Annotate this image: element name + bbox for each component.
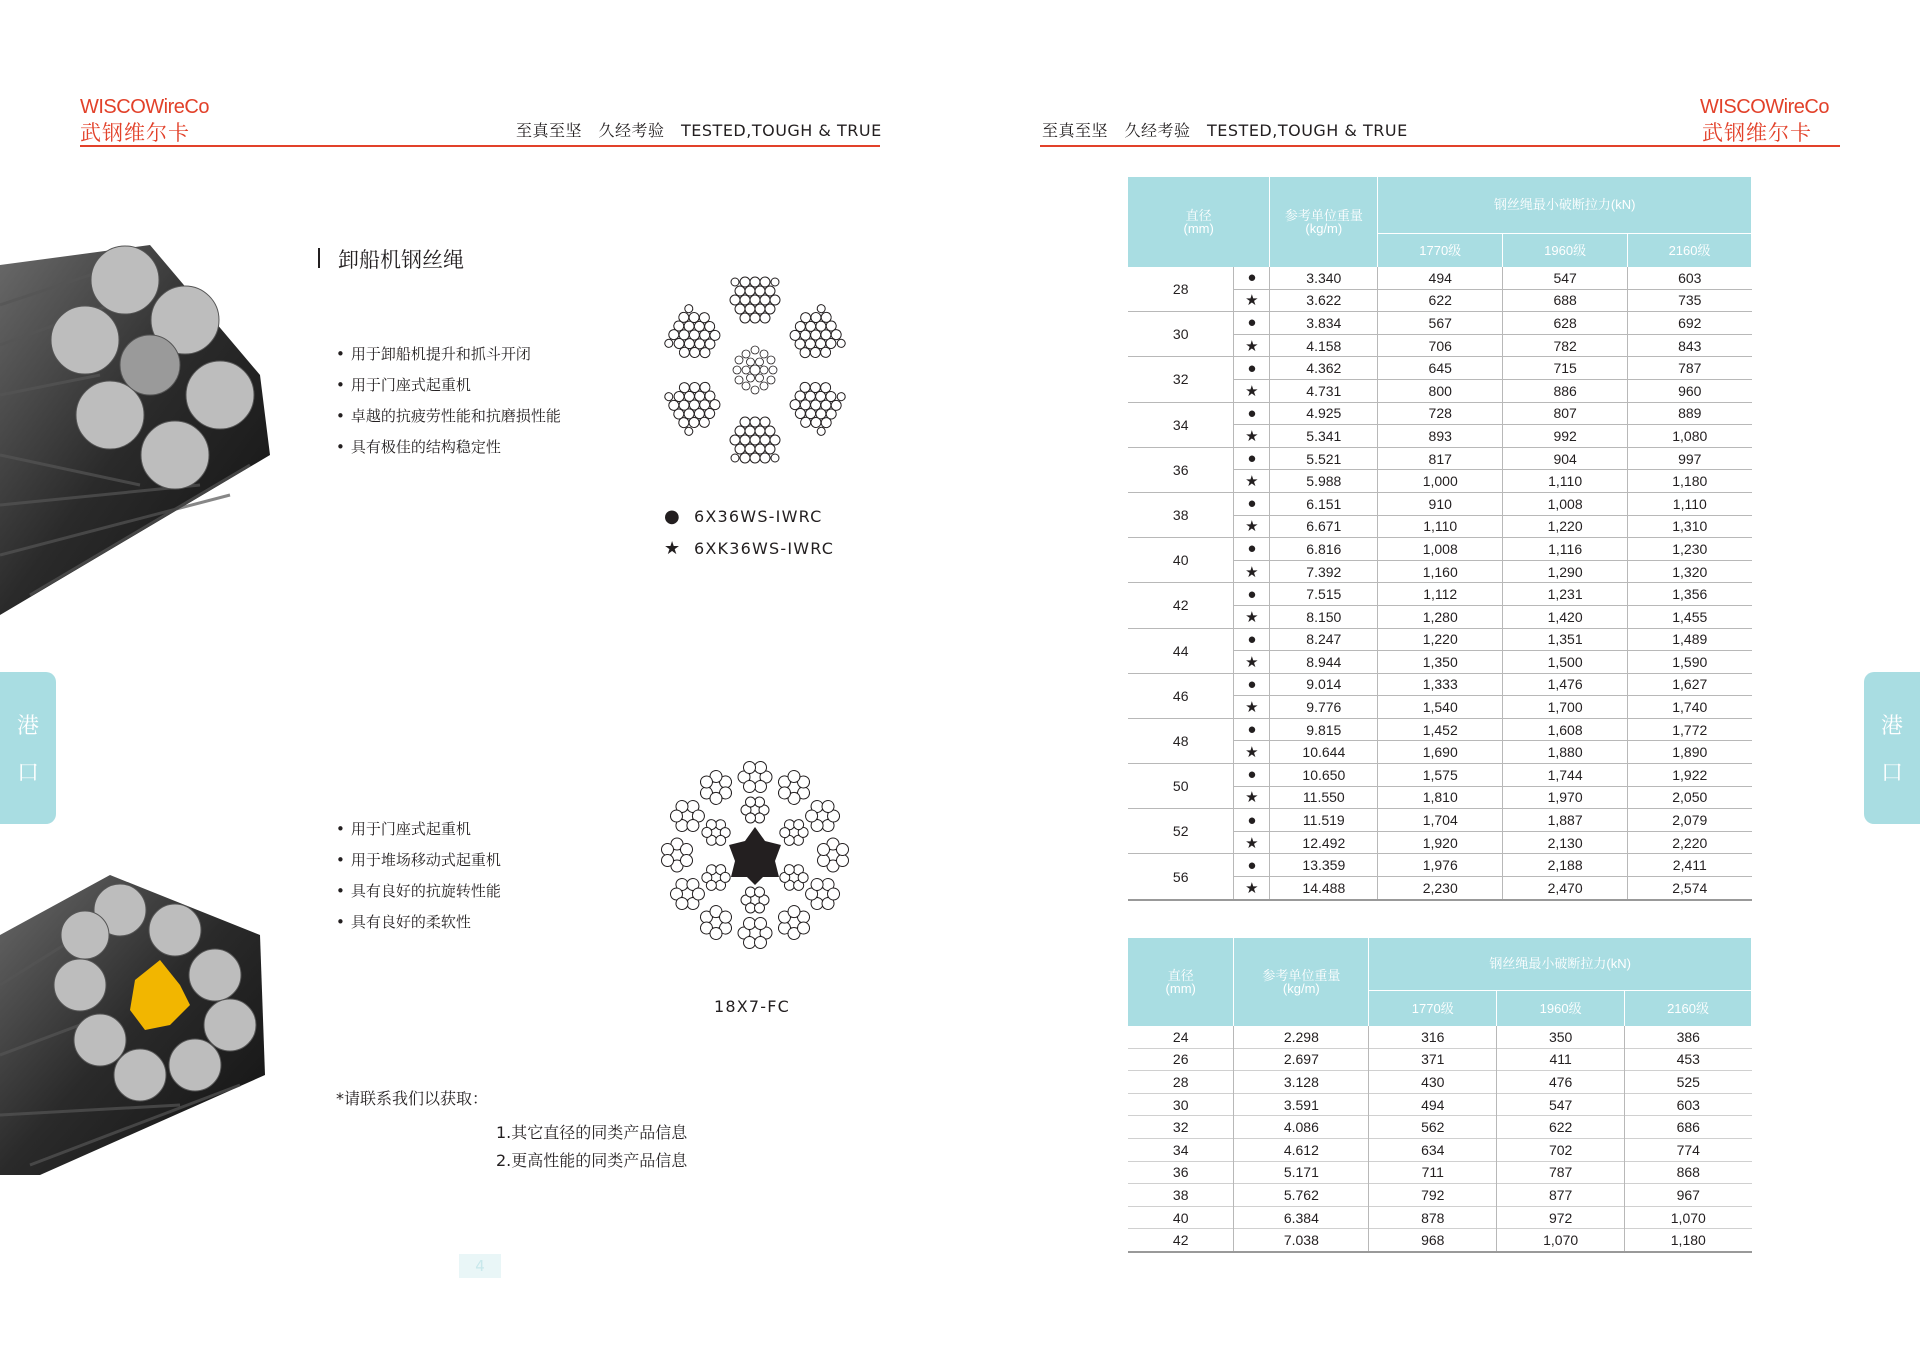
- contact-note-item: 1.其它直径的同类产品信息: [496, 1123, 688, 1142]
- cell-grade-2160: 603: [1676, 1096, 1700, 1113]
- cell-grade-2160: 868: [1676, 1164, 1700, 1181]
- cell-symbol: ●: [1234, 538, 1270, 561]
- table-row: [1128, 447, 1752, 470]
- header-diameter: 直径 (mm): [1128, 938, 1234, 1026]
- cell-grade-1960: 476: [1497, 1071, 1625, 1094]
- cell-symbol: ★: [1234, 289, 1270, 312]
- cell-weight: 9.014: [1270, 673, 1378, 696]
- cell-symbol: ●: [1234, 764, 1270, 787]
- legend-label: 6XK36WS-IWRC: [694, 538, 835, 558]
- cell-grade-1770: 622: [1378, 289, 1503, 312]
- cell-symbol: ★: [1234, 741, 1270, 764]
- side-tab-port[interactable]: [0, 672, 56, 824]
- cell-weight: 4.612: [1234, 1138, 1369, 1161]
- section-title: 卸船机钢丝绳: [338, 248, 464, 272]
- cell-grade-1770: 1,920: [1378, 831, 1503, 854]
- table-row: [1128, 718, 1752, 741]
- brand-logo-en: WISCOWireCo: [80, 96, 209, 118]
- cell-diameter: 46: [1128, 673, 1234, 718]
- rope-spec-table-2: [1128, 938, 1752, 1253]
- cell-grade-1770: 430: [1369, 1071, 1497, 1094]
- feature-item: • 用于门座式起重机: [336, 814, 501, 845]
- table-row: [1128, 1071, 1752, 1094]
- cell-grade-1960: 1,351: [1503, 628, 1628, 651]
- cell-grade-1960: 972: [1497, 1206, 1625, 1229]
- cell-grade-1960: 350: [1497, 1026, 1625, 1048]
- cell-grade-1770: 1,160: [1378, 560, 1503, 583]
- star-icon: ★: [664, 537, 682, 559]
- cell-diameter: 44: [1128, 628, 1234, 673]
- cell-grade-1770: 706: [1378, 334, 1503, 357]
- cell-grade-1770: 1,452: [1378, 718, 1503, 741]
- cell-grade-2160: 686: [1676, 1119, 1700, 1136]
- table-row: [1128, 583, 1752, 606]
- cell-grade-1770: 371: [1369, 1048, 1497, 1071]
- header-diameter: 直径 (mm): [1128, 177, 1270, 267]
- rope-spec-table-1: [1128, 177, 1752, 901]
- cell-diameter: 42: [1128, 1229, 1234, 1252]
- legend-label: 6X36WS-IWRC: [694, 506, 823, 526]
- cell-symbol: ★: [1234, 470, 1270, 493]
- side-tab-label: 口: [1880, 761, 1903, 786]
- cell-grade-2160: 2,220: [1672, 834, 1708, 851]
- cell-weight: 6.816: [1270, 538, 1378, 561]
- cell-symbol: ★: [1234, 379, 1270, 402]
- section-title-bar: [318, 248, 320, 268]
- cell-grade-1770: 567: [1378, 312, 1503, 335]
- cell-grade-2160: 1,489: [1672, 631, 1708, 648]
- header-slogan: 至真至坚 久经考验 TESTED,TOUGH & TRUE: [516, 121, 882, 140]
- table-row: [1128, 357, 1752, 380]
- cell-diameter: 32: [1128, 1116, 1234, 1139]
- table-row: [1128, 628, 1752, 651]
- cross-section-18x7: [655, 755, 855, 955]
- cell-grade-1770: 878: [1369, 1206, 1497, 1229]
- cell-weight: 3.591: [1234, 1093, 1369, 1116]
- cell-diameter: 38: [1128, 1184, 1234, 1207]
- table-row: [1128, 492, 1752, 515]
- cell-weight: 5.341: [1270, 425, 1378, 448]
- table-row: [1128, 312, 1752, 335]
- legend-item: [664, 500, 834, 532]
- cell-grade-2160: 889: [1678, 405, 1702, 422]
- cell-symbol: ●: [1234, 312, 1270, 335]
- cell-grade-2160: 1,356: [1672, 586, 1708, 603]
- cell-grade-1960: 2,188: [1503, 854, 1628, 877]
- cell-diameter: 34: [1128, 1138, 1234, 1161]
- cell-weight: 7.038: [1234, 1229, 1369, 1252]
- cell-grade-1960: 1,500: [1503, 651, 1628, 674]
- cell-grade-1770: 1,976: [1378, 854, 1503, 877]
- table-row: [1128, 267, 1752, 289]
- cell-grade-2160: 1,080: [1672, 427, 1708, 444]
- rope-photo-6x36: [0, 225, 270, 615]
- cell-diameter: 52: [1128, 809, 1234, 854]
- cell-symbol: ●: [1234, 583, 1270, 606]
- cell-weight: 3.622: [1270, 289, 1378, 312]
- cell-grade-2160: 453: [1676, 1051, 1700, 1068]
- cell-grade-1960: 807: [1503, 402, 1628, 425]
- cell-grade-1960: 904: [1503, 447, 1628, 470]
- rope2-feature-list: [336, 814, 501, 938]
- cell-diameter: 56: [1128, 854, 1234, 900]
- table-row: [1128, 809, 1752, 832]
- cell-grade-1960: 2,130: [1503, 831, 1628, 854]
- header-divider: [80, 145, 880, 147]
- cell-diameter: 48: [1128, 718, 1234, 763]
- rope1-feature-list: [336, 339, 561, 463]
- cell-grade-2160: 1,230: [1672, 540, 1708, 557]
- cell-weight: 4.086: [1234, 1116, 1369, 1139]
- cell-diameter: 24: [1128, 1026, 1234, 1048]
- cell-weight: 4.362: [1270, 357, 1378, 380]
- table-row: [1128, 1048, 1752, 1071]
- table-row: [1128, 764, 1752, 787]
- cell-grade-1960: 886: [1503, 379, 1628, 402]
- cell-grade-1770: 800: [1378, 379, 1503, 402]
- cell-grade-1960: 1,700: [1503, 696, 1628, 719]
- cell-grade-2160: 525: [1676, 1073, 1700, 1090]
- cell-grade-1770: 711: [1369, 1161, 1497, 1184]
- cell-grade-1770: 645: [1378, 357, 1503, 380]
- cell-diameter: 28: [1128, 267, 1234, 312]
- cell-symbol: ★: [1234, 605, 1270, 628]
- cell-diameter: 40: [1128, 1206, 1234, 1229]
- cell-grade-2160: 1,180: [1670, 1232, 1706, 1249]
- cell-grade-1770: 1,810: [1378, 786, 1503, 809]
- feature-item: • 用于门座式起重机: [336, 370, 561, 401]
- table-row: [1128, 402, 1752, 425]
- rope-spec-table-2-body: [1128, 1026, 1752, 1252]
- cell-grade-1960: 1,231: [1503, 583, 1628, 606]
- cell-grade-2160: 2,079: [1672, 812, 1708, 829]
- cell-grade-1960: 1,116: [1503, 538, 1628, 561]
- cell-grade-1770: 1,110: [1378, 515, 1503, 538]
- cell-weight: 12.492: [1270, 831, 1378, 854]
- cell-symbol: ●: [1234, 673, 1270, 696]
- cell-grade-1770: 1,112: [1378, 583, 1503, 606]
- cell-symbol: ★: [1234, 696, 1270, 719]
- cell-weight: 9.776: [1270, 696, 1378, 719]
- table-row: [1128, 538, 1752, 561]
- feature-item: • 用于卸船机提升和抓斗开闭: [336, 339, 561, 370]
- cell-grade-1770: 728: [1378, 402, 1503, 425]
- table-row: [1128, 1093, 1752, 1116]
- cell-grade-2160: 1,740: [1672, 699, 1708, 716]
- cell-weight: 4.158: [1270, 334, 1378, 357]
- header-grade-1960: 1960级: [1503, 233, 1628, 267]
- cell-symbol: ●: [1234, 718, 1270, 741]
- cell-weight: 2.298: [1234, 1026, 1369, 1048]
- rope2-caption: 18X7-FC: [714, 997, 791, 1016]
- cell-diameter: 32: [1128, 357, 1234, 402]
- cell-grade-1960: 2,470: [1503, 877, 1628, 900]
- cell-weight: 6.151: [1270, 492, 1378, 515]
- cell-grade-1960: 715: [1503, 357, 1628, 380]
- cell-weight: 3.128: [1234, 1071, 1369, 1094]
- cell-grade-1960: 628: [1503, 312, 1628, 335]
- cell-weight: 8.150: [1270, 605, 1378, 628]
- table-row: [1128, 1116, 1752, 1139]
- cell-diameter: 28: [1128, 1071, 1234, 1094]
- cell-weight: 5.762: [1234, 1184, 1369, 1207]
- rope-type-legend: [664, 500, 834, 564]
- cell-grade-1770: 893: [1378, 425, 1503, 448]
- cell-grade-2160: 735: [1678, 292, 1702, 309]
- circle-icon: ●: [664, 505, 681, 527]
- cell-weight: 3.834: [1270, 312, 1378, 335]
- cell-grade-1960: 1,887: [1503, 809, 1628, 832]
- cell-diameter: 36: [1128, 1161, 1234, 1184]
- cell-weight: 7.515: [1270, 583, 1378, 606]
- cell-symbol: ★: [1234, 831, 1270, 854]
- cell-grade-1960: 547: [1503, 267, 1628, 289]
- cell-grade-2160: 1,590: [1672, 653, 1708, 670]
- brand-logo-cn-right: 武钢维尔卡: [1702, 121, 1812, 145]
- cell-weight: 7.392: [1270, 560, 1378, 583]
- feature-item: • 卓越的抗疲劳性能和抗磨损性能: [336, 401, 561, 432]
- cell-grade-1770: 634: [1369, 1138, 1497, 1161]
- header-slogan-right: 至真至坚 久经考验 TESTED,TOUGH & TRUE: [1042, 121, 1408, 140]
- cell-grade-1960: 992: [1503, 425, 1628, 448]
- cell-grade-2160: 603: [1678, 269, 1702, 286]
- cell-symbol: ●: [1234, 492, 1270, 515]
- cell-weight: 2.697: [1234, 1048, 1369, 1071]
- side-tab-label: 口: [16, 761, 39, 786]
- cell-grade-2160: 787: [1678, 360, 1702, 377]
- rope-photo-18x7: [0, 875, 270, 1175]
- rope-spec-table-1-body: [1128, 267, 1752, 900]
- cell-grade-1770: 1,333: [1378, 673, 1503, 696]
- cell-symbol: ●: [1234, 628, 1270, 651]
- cell-grade-1770: 817: [1378, 447, 1503, 470]
- cell-diameter: 36: [1128, 447, 1234, 492]
- cell-grade-1770: 494: [1369, 1093, 1497, 1116]
- cell-grade-1960: 411: [1497, 1048, 1625, 1071]
- header-strength: 钢丝绳最小破断拉力(kN): [1378, 177, 1752, 233]
- brand-logo-cn: 武钢维尔卡: [80, 121, 190, 145]
- header-grade-2160: 2160级: [1628, 233, 1752, 267]
- cell-weight: 14.488: [1270, 877, 1378, 900]
- cell-weight: 5.988: [1270, 470, 1378, 493]
- cell-symbol: ●: [1234, 267, 1270, 289]
- cell-grade-1770: 1,704: [1378, 809, 1503, 832]
- cell-grade-2160: 1,627: [1672, 676, 1708, 693]
- cell-weight: 6.384: [1234, 1206, 1369, 1229]
- cell-grade-2160: 1,110: [1672, 495, 1707, 512]
- cell-symbol: ★: [1234, 425, 1270, 448]
- cell-grade-2160: 997: [1678, 450, 1702, 467]
- side-tab-label: 港: [1880, 714, 1903, 739]
- cell-grade-2160: 1,922: [1672, 766, 1708, 783]
- cell-diameter: 34: [1128, 402, 1234, 447]
- cell-grade-1960: 1,110: [1503, 470, 1628, 493]
- contact-note-item: 2.更高性能的同类产品信息: [496, 1151, 688, 1170]
- cell-grade-1770: 1,008: [1378, 538, 1503, 561]
- header-strength: 钢丝绳最小破断拉力(kN): [1369, 938, 1752, 990]
- table-row: [1128, 1184, 1752, 1207]
- side-tab-label: 港: [16, 714, 39, 739]
- cell-weight: 8.247: [1270, 628, 1378, 651]
- cell-weight: 10.650: [1270, 764, 1378, 787]
- cell-grade-1960: 1,070: [1497, 1229, 1625, 1252]
- header-weight: 参考单位重量 (kg/m): [1270, 177, 1378, 267]
- cell-grade-1960: 1,608: [1503, 718, 1628, 741]
- table-row: [1128, 1206, 1752, 1229]
- header-grade-1770: 1770级: [1378, 233, 1503, 267]
- cell-symbol: ●: [1234, 402, 1270, 425]
- cell-diameter: 38: [1128, 492, 1234, 537]
- cell-grade-2160: 1,455: [1672, 608, 1708, 625]
- cell-grade-2160: 2,411: [1672, 857, 1707, 874]
- cell-grade-1960: 1,420: [1503, 605, 1628, 628]
- cell-grade-1960: 1,476: [1503, 673, 1628, 696]
- cell-grade-1960: 702: [1497, 1138, 1625, 1161]
- cell-grade-1770: 792: [1369, 1184, 1497, 1207]
- cell-grade-2160: 774: [1676, 1141, 1700, 1158]
- cell-grade-2160: 1,310: [1672, 518, 1708, 535]
- cell-symbol: ★: [1234, 334, 1270, 357]
- cell-diameter: 30: [1128, 312, 1234, 357]
- table-row: [1128, 673, 1752, 696]
- cell-grade-2160: 843: [1678, 337, 1702, 354]
- header-divider-right: [1040, 145, 1840, 147]
- cell-grade-1960: 1,744: [1503, 764, 1628, 787]
- feature-item: • 具有良好的柔软性: [336, 907, 501, 938]
- cell-grade-2160: 1,070: [1670, 1209, 1706, 1226]
- cell-weight: 4.731: [1270, 379, 1378, 402]
- cell-grade-1770: 1,575: [1378, 764, 1503, 787]
- cell-grade-1960: 787: [1497, 1161, 1625, 1184]
- cell-weight: 11.519: [1270, 809, 1378, 832]
- cell-diameter: 40: [1128, 538, 1234, 583]
- cell-grade-1960: 782: [1503, 334, 1628, 357]
- cell-weight: 6.671: [1270, 515, 1378, 538]
- cell-grade-1960: 1,220: [1503, 515, 1628, 538]
- cell-grade-2160: 1,890: [1672, 744, 1708, 761]
- feature-item: • 具有极佳的结构稳定性: [336, 432, 561, 463]
- cell-weight: 3.340: [1270, 267, 1378, 289]
- cell-weight: 13.359: [1270, 854, 1378, 877]
- cell-symbol: ●: [1234, 809, 1270, 832]
- table-row: [1128, 1229, 1752, 1252]
- cell-diameter: 30: [1128, 1093, 1234, 1116]
- page-number: 4: [459, 1254, 501, 1278]
- cell-grade-1960: 688: [1503, 289, 1628, 312]
- cell-grade-1770: 910: [1378, 492, 1503, 515]
- cell-weight: 5.521: [1270, 447, 1378, 470]
- legend-item: [664, 532, 834, 564]
- cell-symbol: ●: [1234, 357, 1270, 380]
- cell-grade-1770: 1,220: [1378, 628, 1503, 651]
- cell-grade-1770: 2,230: [1378, 877, 1503, 900]
- cell-symbol: ●: [1234, 447, 1270, 470]
- cell-diameter: 50: [1128, 764, 1234, 809]
- cell-grade-1960: 1,290: [1503, 560, 1628, 583]
- cell-grade-1960: 1,008: [1503, 492, 1628, 515]
- cell-grade-2160: 2,574: [1672, 879, 1708, 896]
- cell-grade-1770: 1,350: [1378, 651, 1503, 674]
- cell-grade-1960: 877: [1497, 1184, 1625, 1207]
- brand-logo-en-right: WISCOWireCo: [1700, 96, 1829, 118]
- cell-weight: 11.550: [1270, 786, 1378, 809]
- cell-symbol: ★: [1234, 786, 1270, 809]
- cell-grade-2160: 967: [1676, 1186, 1700, 1203]
- cell-grade-2160: 2,050: [1672, 789, 1708, 806]
- cell-symbol: ★: [1234, 560, 1270, 583]
- cell-diameter: 26: [1128, 1048, 1234, 1071]
- cell-grade-2160: 692: [1678, 314, 1702, 331]
- cell-grade-1770: 1,540: [1378, 696, 1503, 719]
- cell-weight: 9.815: [1270, 718, 1378, 741]
- cell-weight: 5.171: [1234, 1161, 1369, 1184]
- cell-symbol: ●: [1234, 854, 1270, 877]
- cell-grade-1770: 562: [1369, 1116, 1497, 1139]
- cell-grade-2160: 1,320: [1672, 563, 1708, 580]
- cell-symbol: ★: [1234, 651, 1270, 674]
- feature-item: • 具有良好的抗旋转性能: [336, 876, 501, 907]
- header-grade-2160: 2160级: [1625, 990, 1752, 1026]
- cell-grade-1960: 1,970: [1503, 786, 1628, 809]
- header-grade-1770: 1770级: [1369, 990, 1497, 1026]
- cell-weight: 10.644: [1270, 741, 1378, 764]
- cell-grade-2160: 386: [1676, 1028, 1700, 1045]
- cell-grade-1770: 1,690: [1378, 741, 1503, 764]
- cell-grade-1770: 316: [1369, 1026, 1497, 1048]
- side-tab-port-right[interactable]: [1864, 672, 1920, 824]
- cell-grade-1960: 547: [1497, 1093, 1625, 1116]
- header-grade-1960: 1960级: [1497, 990, 1625, 1026]
- cell-symbol: ★: [1234, 515, 1270, 538]
- cell-symbol: ★: [1234, 877, 1270, 900]
- cell-grade-1770: 1,000: [1378, 470, 1503, 493]
- contact-note-title: *请联系我们以获取：: [336, 1089, 489, 1108]
- cell-grade-1960: 622: [1497, 1116, 1625, 1139]
- feature-item: • 用于堆场移动式起重机: [336, 845, 501, 876]
- cell-weight: 8.944: [1270, 651, 1378, 674]
- cell-diameter: 42: [1128, 583, 1234, 628]
- table-row: [1128, 1026, 1752, 1048]
- table-row: [1128, 1161, 1752, 1184]
- cell-weight: 4.925: [1270, 402, 1378, 425]
- cross-section-6x36ws: [655, 265, 855, 475]
- cell-grade-2160: 1,772: [1672, 721, 1708, 738]
- table-row: [1128, 854, 1752, 877]
- cell-grade-1770: 494: [1378, 267, 1503, 289]
- table-row: [1128, 1138, 1752, 1161]
- cell-grade-2160: 960: [1678, 382, 1702, 399]
- cell-grade-1960: 1,880: [1503, 741, 1628, 764]
- cell-grade-1770: 968: [1369, 1229, 1497, 1252]
- cell-grade-1770: 1,280: [1378, 605, 1503, 628]
- cell-grade-2160: 1,180: [1672, 473, 1708, 490]
- header-weight: 参考单位重量 (kg/m): [1234, 938, 1369, 1026]
